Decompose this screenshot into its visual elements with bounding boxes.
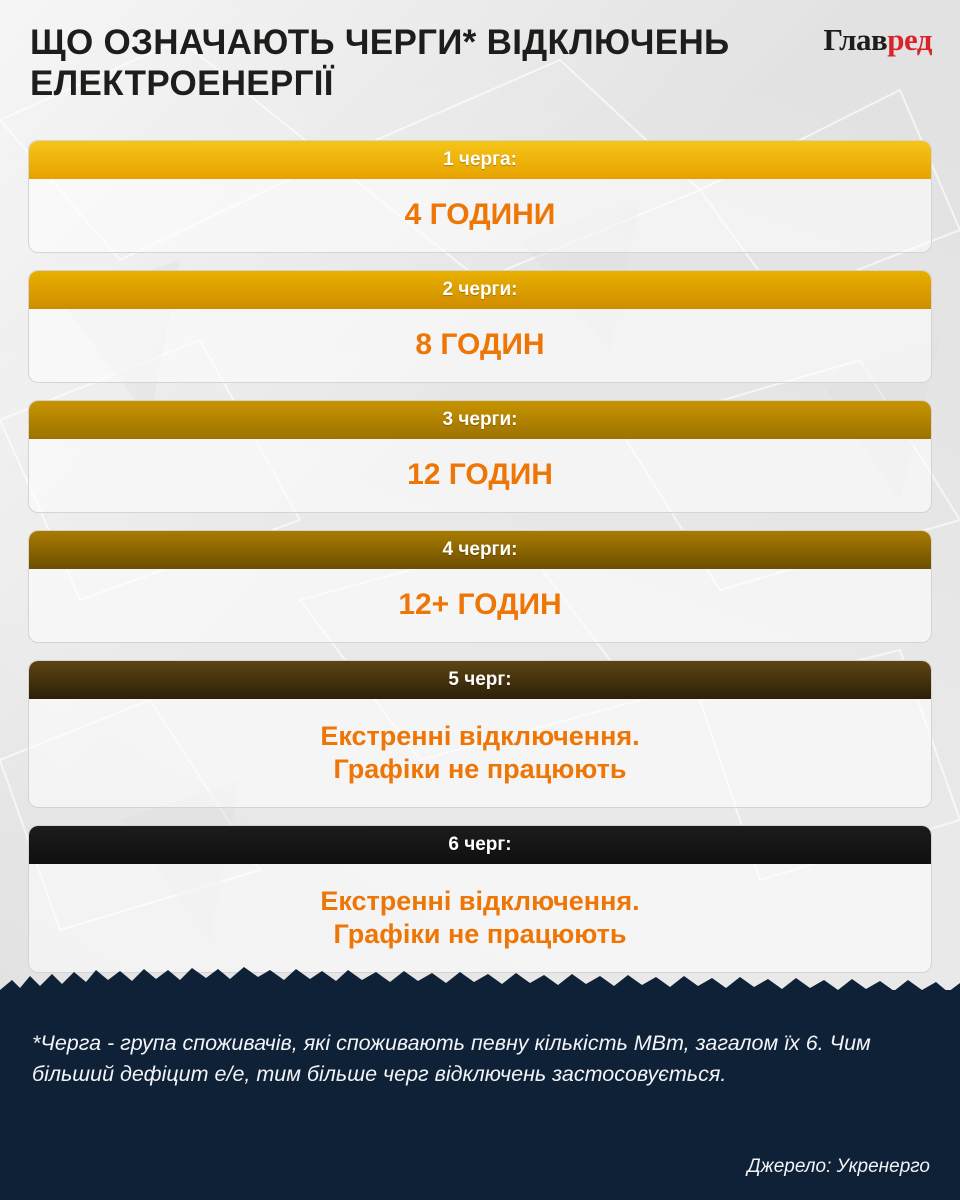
source-label: Джерело: Укренерго bbox=[747, 1156, 930, 1177]
queue-card-value bbox=[29, 864, 931, 972]
queue-card-value bbox=[29, 309, 931, 382]
queue-card-1 bbox=[28, 140, 932, 253]
brand-logo-part1: Глав bbox=[823, 22, 888, 57]
queue-card-value bbox=[29, 699, 931, 807]
footer bbox=[0, 990, 960, 1200]
queue-card-header: 4 черги: bbox=[29, 531, 931, 569]
queue-card-value-line: 4 ГОДИНИ bbox=[404, 198, 556, 232]
queue-card-header: 5 черг: bbox=[29, 661, 931, 699]
queue-card-value bbox=[29, 569, 931, 642]
queue-card-3 bbox=[28, 400, 932, 513]
queue-card-header: 6 черг: bbox=[29, 826, 931, 864]
queue-card-header: 3 черги: bbox=[29, 401, 931, 439]
queue-card-header: 2 черги: bbox=[29, 271, 931, 309]
brand-logo bbox=[823, 22, 932, 58]
grass-edge-decoration bbox=[0, 964, 960, 1004]
queue-card-value-line: Графіки не працюють bbox=[333, 919, 627, 949]
queue-card-5 bbox=[28, 660, 932, 808]
queue-card-list bbox=[0, 140, 960, 973]
queue-card-value-line: Графіки не працюють bbox=[333, 754, 627, 784]
queue-card-header: 1 черга: bbox=[29, 141, 931, 179]
queue-card-value-line: Екстренні відключення. bbox=[320, 721, 640, 752]
header bbox=[0, 0, 960, 140]
queue-card-value bbox=[29, 439, 931, 512]
queue-card-value-line: 12+ ГОДИН bbox=[398, 588, 562, 622]
page-title: ЩО ОЗНАЧАЮТЬ ЧЕРГИ* ВІДКЛЮЧЕНЬ ЕЛЕКТРОЕНЕРГІЇ bbox=[30, 23, 730, 104]
queue-card-value-line: 8 ГОДИН bbox=[415, 328, 545, 362]
queue-card-6 bbox=[28, 825, 932, 973]
queue-card-2 bbox=[28, 270, 932, 383]
queue-card-value bbox=[29, 179, 931, 252]
queue-card-value-line: 12 ГОДИН bbox=[407, 458, 553, 492]
footnote-text: *Черга - група споживачів, які споживають певну кількість МВт, загалом їх 6. Чим більший дефіцит е/е, тим більше черг відключень застосовується. bbox=[32, 1031, 871, 1086]
brand-logo-part2: ред bbox=[887, 22, 932, 57]
queue-card-value-line: Екстренні відключення. bbox=[320, 886, 640, 917]
queue-card-4 bbox=[28, 530, 932, 643]
